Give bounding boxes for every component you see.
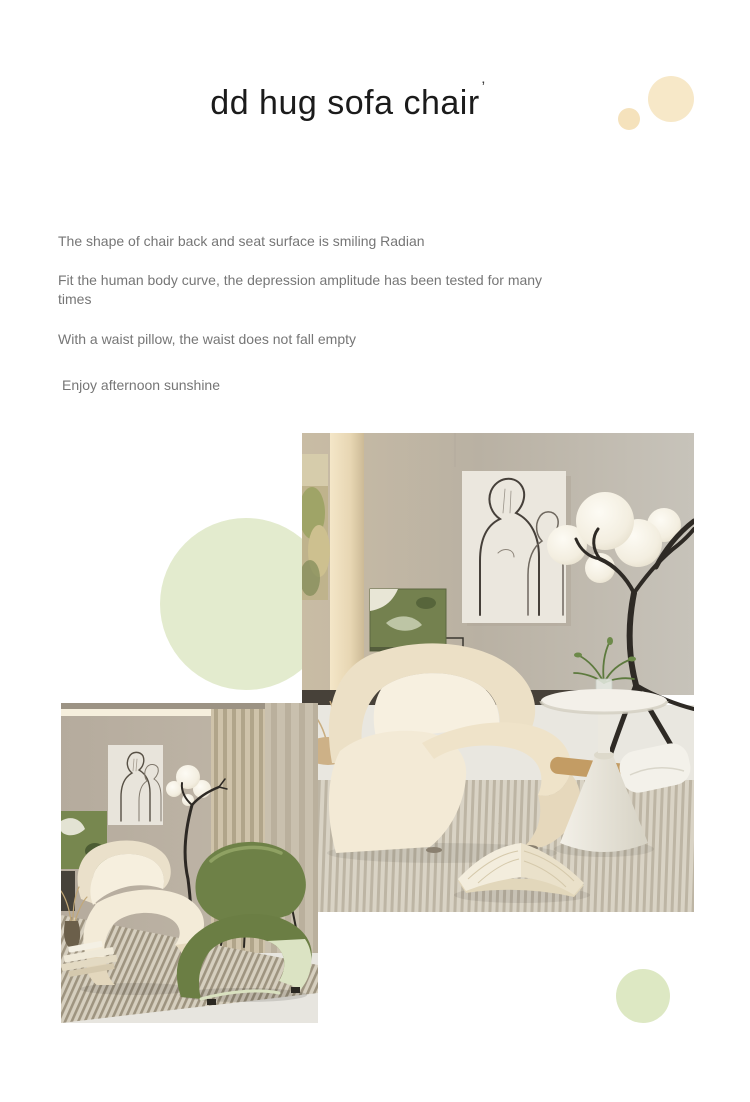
- feature-afternoon-sunshine: Enjoy afternoon sunshine: [62, 377, 220, 393]
- title-apostrophe-mark: ʼ: [481, 80, 486, 97]
- secondary-photo-illustration: [61, 703, 318, 1023]
- abstract-art-strip: [302, 454, 330, 600]
- product-photo-main: [302, 433, 694, 912]
- pillar: [330, 433, 364, 695]
- feature-body-curve: Fit the human body curve, the depression amplitude has been tested for many times: [58, 272, 543, 307]
- page-title: [0, 80, 722, 123]
- page-title-text: dd hug sofa chair: [210, 84, 480, 122]
- product-photo-secondary: [61, 703, 318, 1023]
- feature-smiling-radian: The shape of chair back and seat surface is smiling Radian: [58, 233, 425, 249]
- decor-beige-circle-small: [618, 108, 640, 130]
- decor-beige-circle-large: [648, 76, 694, 122]
- feature-waist-pillow: With a waist pillow, the waist does not fall empty: [58, 331, 357, 347]
- green-abstract-painting: [370, 589, 446, 651]
- line-art-canvas-2: [108, 745, 163, 825]
- main-photo-illustration: [302, 433, 694, 912]
- decor-green-circle-bottom: [616, 969, 670, 1023]
